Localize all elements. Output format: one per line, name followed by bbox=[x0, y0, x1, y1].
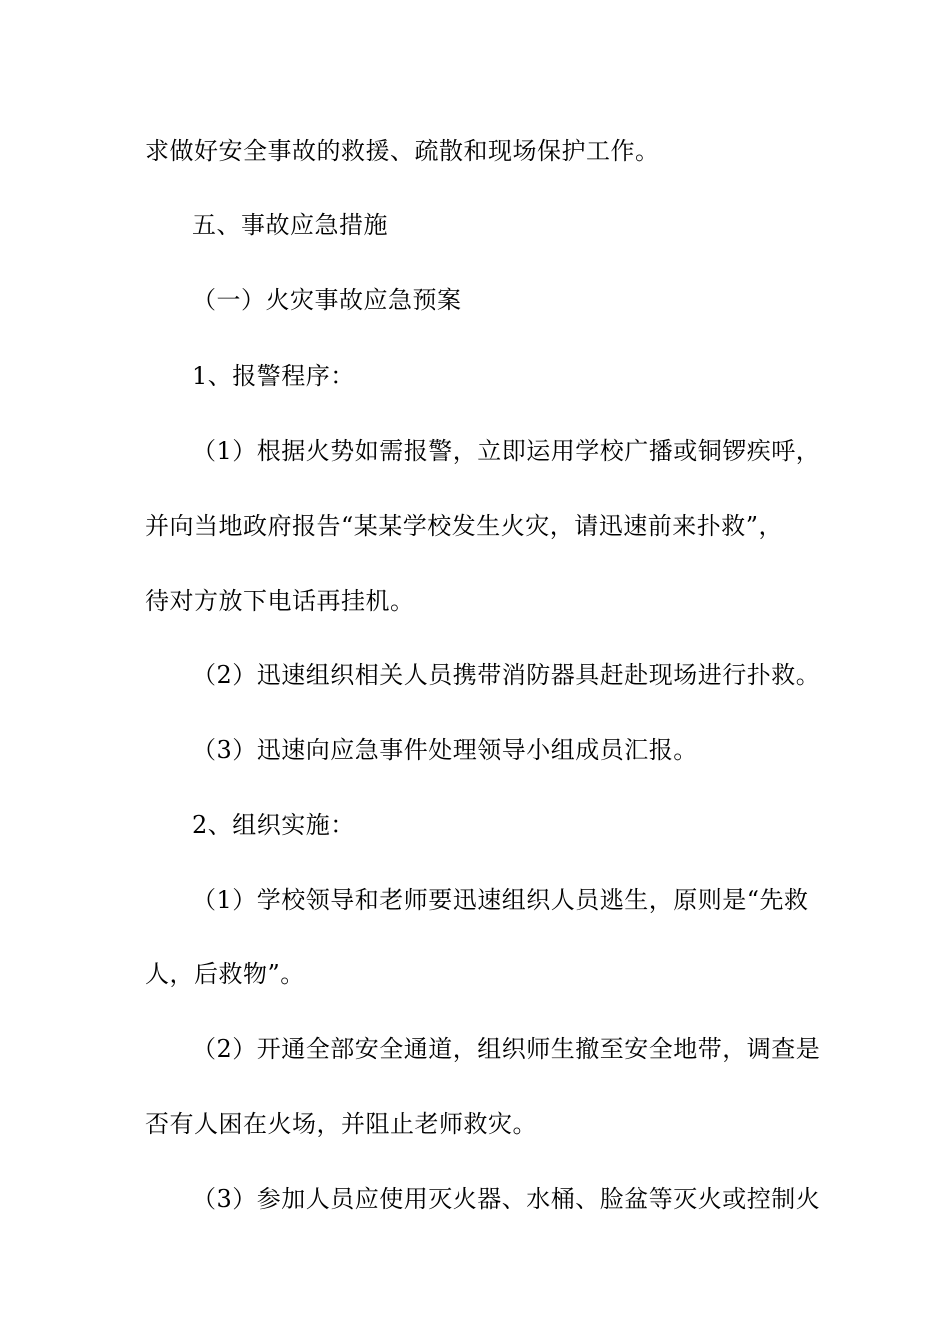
item-heading: 2、组织实施： bbox=[192, 811, 355, 839]
paragraph-line: 待对方放下电话再挂机。 bbox=[145, 587, 415, 615]
paragraph-line: （3）迅速向应急事件处理领导小组成员汇报。 bbox=[192, 736, 698, 764]
paragraph-line: （1）学校领导和老师要迅速组织人员逃生，原则是“先救 bbox=[192, 886, 809, 914]
subsection-heading: （一）火灾事故应急预案 bbox=[192, 286, 462, 314]
section-heading: 五、事故应急措施 bbox=[192, 211, 388, 239]
paragraph-line: （3）参加人员应使用灭火器、水桶、脸盆等灭火或控制火 bbox=[192, 1185, 821, 1213]
paragraph-line: （1）根据火势如需报警，立即运用学校广播或铜锣疾呼， bbox=[192, 437, 821, 465]
paragraph-line: 否有人困在火场，并阻止老师救灾。 bbox=[145, 1110, 537, 1138]
paragraph-line: 求做好安全事故的救援、疏散和现场保护工作。 bbox=[145, 137, 660, 165]
paragraph-line: （2）迅速组织相关人员携带消防器具赶赴现场进行扑救。 bbox=[192, 661, 821, 689]
item-heading: 1、报警程序： bbox=[192, 362, 355, 390]
paragraph-line: 人，后救物”。 bbox=[145, 960, 305, 988]
paragraph-line: 并向当地政府报告“某某学校发生火灾，请迅速前来扑救”， bbox=[145, 512, 784, 540]
paragraph-line: （2）开通全部安全通道，组织师生撤至安全地带，调查是 bbox=[192, 1035, 821, 1063]
